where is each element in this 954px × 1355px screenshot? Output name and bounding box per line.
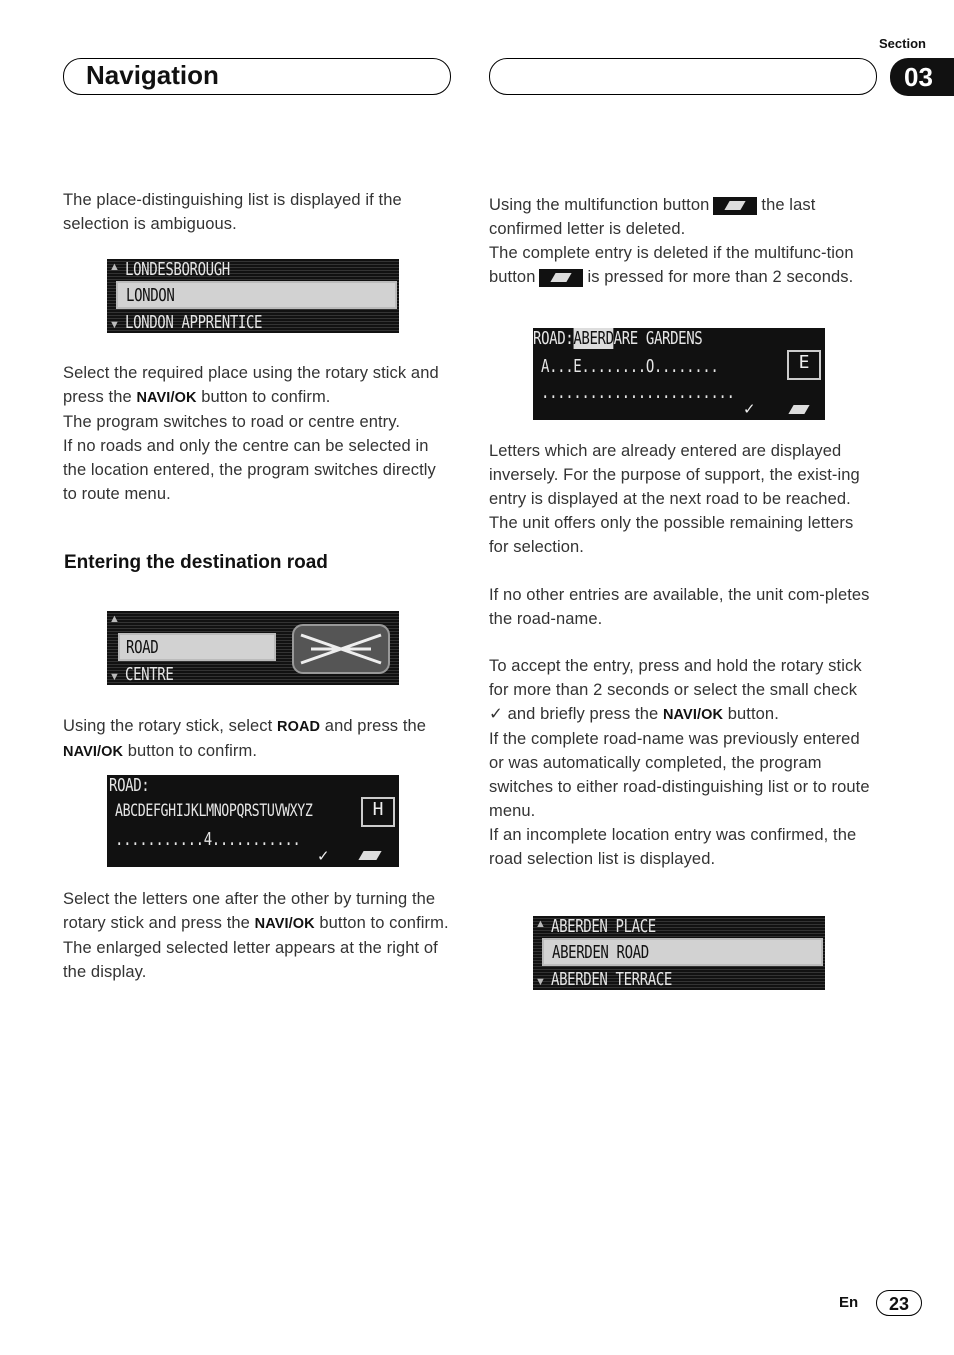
road-entry-label: ROAD:	[533, 328, 574, 349]
road-list-display	[533, 916, 825, 990]
list-item-below: ABERDEN TERRACE	[551, 969, 672, 990]
entry-dots-row: ........................	[541, 382, 735, 403]
up-arrow-icon: ▲	[109, 613, 120, 625]
entered-letters: ABERD	[573, 328, 614, 349]
option-road	[118, 633, 276, 661]
road-entry-display	[107, 775, 399, 867]
section-number: 03	[890, 58, 954, 96]
down-arrow-icon: ▼	[109, 671, 120, 683]
list-item-below: LONDON APPRENTICE	[125, 312, 263, 333]
option-centre: CENTRE	[125, 664, 174, 685]
select-place-paragraph: Select the required place using the rotary stick and press the NAVI/OK button to confirm. The program switches to road or centre entry. If no roads and only the centre can be selected in the location entered, the program switches directly to route menu.	[63, 364, 439, 503]
inverse-letters-paragraph: Letters which are already entered are displayed inversely. For the purpose of support, the exist-ing entry is displayed at the next road to be reached. The unit offers only the possible remaining letters for selection.	[489, 442, 860, 556]
selected-letter-box: E	[787, 350, 821, 380]
remaining-letters-row: A...E........O........	[541, 356, 719, 377]
list-item-above: LONDESBOROUGH	[125, 259, 230, 280]
select-road-paragraph: Using the rotary stick, select ROAD and press the NAVI/OK button to confirm.	[63, 717, 427, 760]
selected-letter-box: H	[361, 797, 395, 827]
eraser-icon	[358, 851, 381, 860]
list-item-selected-label: ABERDEN ROAD	[552, 942, 649, 963]
list-item-above: ABERDEN PLACE	[551, 916, 656, 937]
road-junction-icon	[291, 623, 391, 675]
suggested-remainder: ARE GARDENS	[613, 328, 703, 349]
list-item-selected	[116, 281, 397, 309]
check-icon: ✓	[317, 848, 330, 865]
road-centre-display	[107, 611, 399, 685]
section-label: Section	[879, 36, 926, 51]
auto-complete-paragraph: If no other entries are available, the unit com-pletes the road-name.	[489, 586, 870, 628]
down-arrow-icon: ▼	[535, 976, 546, 988]
down-arrow-icon: ▼	[109, 319, 120, 331]
list-item-selected	[542, 938, 823, 966]
page-number: 23	[876, 1290, 922, 1316]
intro-paragraph: The place-distinguishing list is displayed if the selection is ambiguous.	[63, 191, 402, 233]
option-road-label: ROAD	[126, 637, 159, 658]
language-label: En	[839, 1294, 859, 1311]
place-list-display	[107, 259, 399, 333]
entry-dots-row: ...........4...........	[115, 829, 301, 850]
road-completion-display	[533, 328, 825, 420]
empty-header-frame	[489, 58, 877, 95]
accept-entry-paragraph: To accept the entry, press and hold the rotary stick for more than 2 seconds or select the small check ✓ and briefly press the NAVI/OK button. If the complete road-name was previously entered or was automatically completed, the program switches to either road-distinguishing list or to route menu. If an incomplete location entry was confirmed, the road selection list is displayed.	[489, 657, 870, 868]
select-letters-paragraph: Select the letters one after the other by turning the rotary stick and press the NAVI/OK button to confirm. The enlarged selected letter appears at the right of the display.	[63, 890, 449, 981]
list-item-selected-label: LONDON	[126, 285, 175, 306]
road-entry-label: ROAD:	[109, 775, 150, 796]
check-icon: ✓	[743, 401, 756, 418]
section-heading: Entering the destination road	[64, 552, 328, 573]
eraser-button-icon	[539, 269, 583, 287]
page-title: Navigation	[86, 60, 219, 90]
alphabet-row: ABCDEFGHIJKLMNOPQRSTUVWXYZ	[115, 801, 313, 821]
up-arrow-icon: ▲	[109, 261, 120, 273]
road-entry-line	[533, 328, 702, 349]
up-arrow-icon: ▲	[535, 918, 546, 930]
eraser-icon	[788, 405, 809, 414]
eraser-button-icon	[713, 197, 757, 215]
multifunction-paragraph: Using the multifunction button the last confirmed letter is deleted. The complete entry is deleted if the multifunc-tion button is pressed for more than 2 seconds.	[489, 196, 854, 286]
